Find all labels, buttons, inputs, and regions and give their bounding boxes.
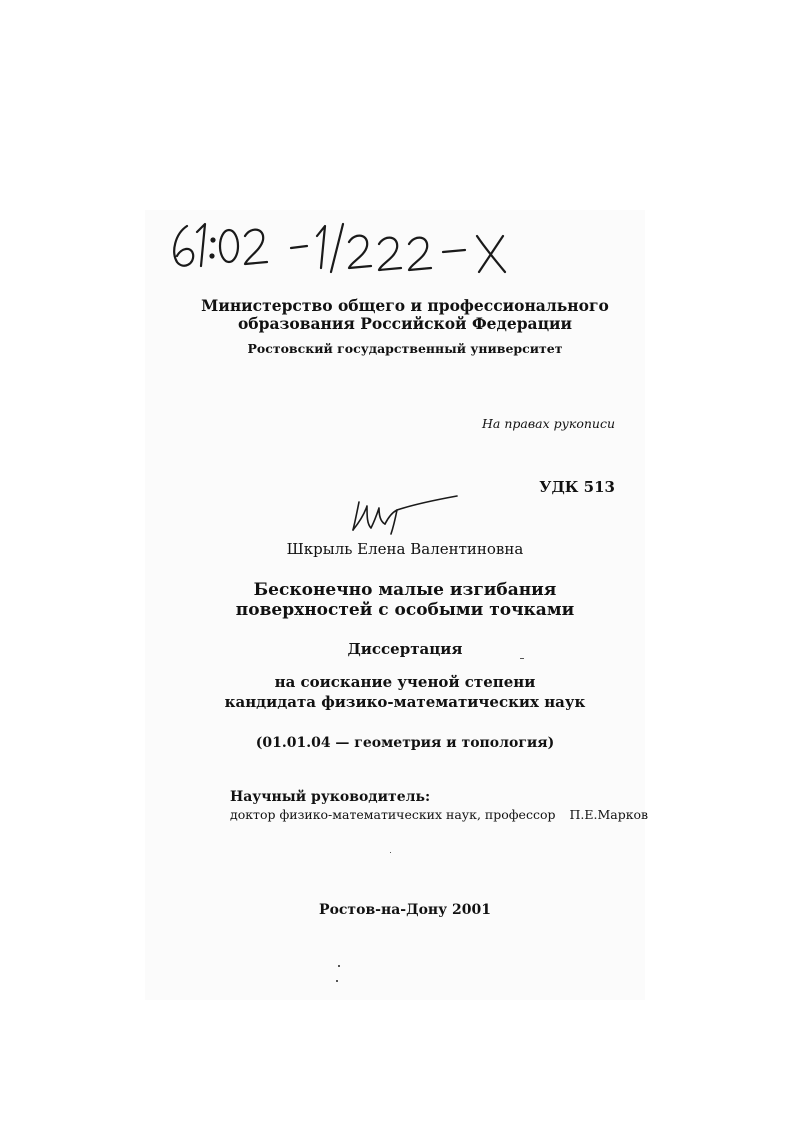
supervisor-details: [230, 806, 650, 824]
author-name: Шкрыль Елена Валентиновна: [286, 540, 524, 558]
degree-line-2: кандидата физико-математических наук: [224, 693, 586, 711]
scan-speck: [390, 852, 391, 853]
udc-code: УДК 513: [539, 478, 615, 496]
document-type: Диссертация: [347, 640, 463, 658]
degree-line-1: на соискание ученой степени: [274, 673, 536, 691]
supervisor-block: [230, 788, 650, 824]
city-and-year: Ростов-на-Дону 2001: [319, 902, 491, 918]
ministry-heading: [150, 297, 660, 333]
supervisor-credentials: доктор физико-математических наук, профессор: [230, 807, 556, 822]
scan-speck: [520, 658, 524, 659]
title-line-1: Бесконечно малые изгибания: [253, 580, 557, 600]
supervisor-label: Научный руководитель:: [230, 789, 431, 805]
ministry-line-2: образования Российской Федерации: [237, 314, 573, 333]
university-name: Ростовский государственный университет: [247, 341, 563, 356]
scan-speck: [336, 980, 338, 982]
specialty-code: (01.01.04 — геометрия и топология): [255, 735, 555, 751]
handwritten-archive-code: [165, 212, 545, 282]
degree-statement: [150, 672, 660, 712]
dissertation-title: [150, 580, 660, 620]
scan-speck: [338, 965, 340, 967]
manuscript-rights: На правах рукописи: [482, 416, 615, 431]
supervisor-name: П.Е.Марков: [569, 807, 649, 822]
ministry-line-1: Министерство общего и профессионального: [201, 296, 609, 315]
author-signature: [345, 490, 465, 535]
title-line-2: поверхностей с особыми точками: [235, 600, 575, 620]
